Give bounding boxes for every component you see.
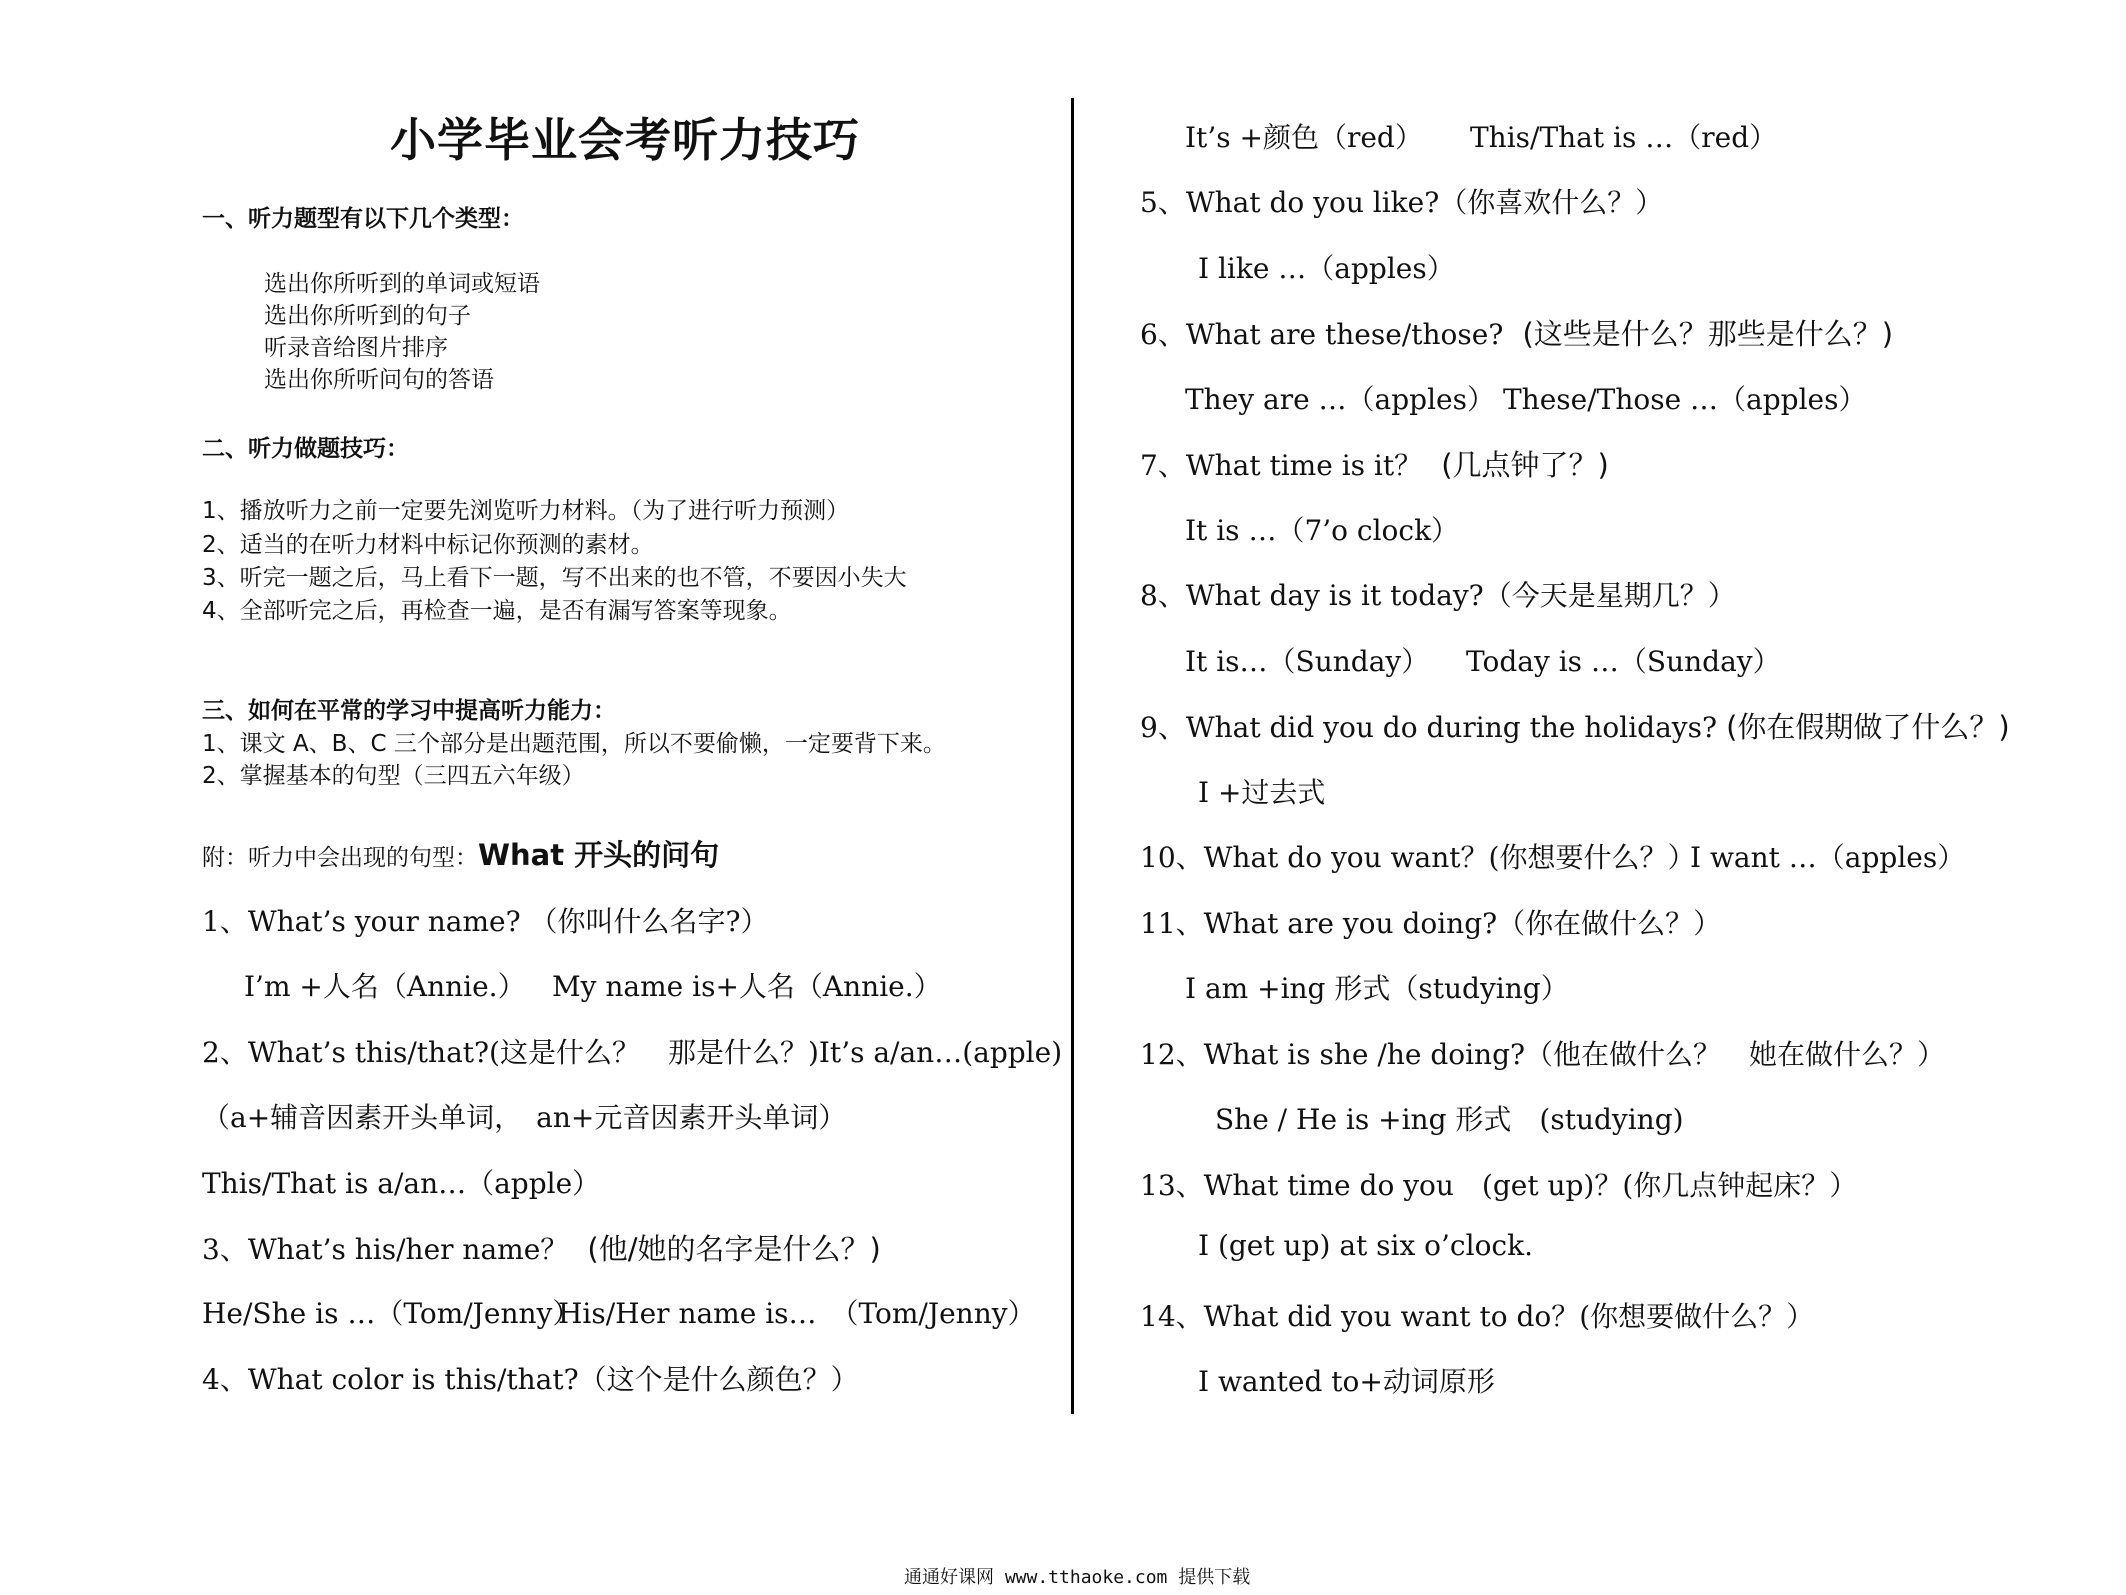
answer-4a: It’s +颜色（red）	[1185, 121, 1423, 154]
answer-6a: They are …（apples）	[1185, 383, 1495, 416]
question-8: 8、What day is it today?（今天是星期几？）	[1140, 579, 1736, 612]
page-footer: 通通好课网 www.tthaoke.com 提供下载	[904, 1567, 1251, 1588]
question-5: 5、What do you like?（你喜欢什么？）	[1140, 186, 1664, 219]
question-14: 14、What did you want to do？(你想要做什么？）	[1140, 1300, 1815, 1333]
answer-14: I wanted to+动词原形	[1198, 1365, 1495, 1398]
answer-6b: These/Those …（apples）	[1503, 383, 1867, 416]
list-item: 1、课文 A、B、C 三个部分是出题范围，所以不要偷懒，一定要背下来。	[202, 731, 946, 757]
list-item: 2、适当的在听力材料中标记你预测的素材。	[202, 532, 654, 558]
answer-3a: He/She is …（Tom/Jenny）	[202, 1297, 581, 1330]
answer-5: I like …（apples）	[1198, 252, 1455, 285]
section-2-heading: 二、听力做题技巧：	[202, 436, 409, 462]
question-12: 12、What is she /he doing?（他在做什么？ 她在做什么？）	[1140, 1038, 1946, 1071]
question-10: 10、What do you want？(你想要什么？）	[1140, 841, 1696, 874]
list-item: 2、掌握基本的句型（三四五六年级）	[202, 763, 585, 789]
answer-2: This/That is a/an…（apple）	[202, 1167, 601, 1200]
question-3-cn: (他/她的名字是什么？)	[587, 1232, 881, 1266]
answer-4b: This/That is …（red）	[1470, 121, 1778, 154]
question-11: 11、What are you doing?（你在做什么？）	[1140, 907, 1722, 940]
question-7-cn: (几点钟了？)	[1441, 448, 1609, 482]
question-13: 13、What time do you (get up)？(你几点钟起床？）	[1140, 1169, 1858, 1202]
appendix-emphasis: What 开头的问句	[478, 838, 720, 872]
question-2-note: （a+辅音因素开头单词， an+元音因素开头单词）	[202, 1101, 847, 1134]
question-3	[202, 1227, 881, 1268]
list-item: 选出你所听到的单词或短语	[264, 271, 540, 297]
answer-10: I want …（apples）	[1690, 841, 1966, 874]
question-3-en: 3、What’s his/her name？	[202, 1233, 569, 1266]
column-divider	[1071, 98, 1074, 1414]
answer-3b: His/Her name is… （Tom/Jenny）	[558, 1297, 1036, 1330]
question-7	[1140, 443, 1609, 484]
answer-7: It is …（7’o clock）	[1185, 514, 1460, 547]
answer-13: I (get up) at six o’clock.	[1198, 1229, 1533, 1262]
answer-11: I am +ing 形式（studying）	[1185, 972, 1569, 1005]
question-6-en: 6、What are these/those?	[1140, 318, 1504, 351]
section-1-heading: 一、听力题型有以下几个类型：	[202, 206, 524, 232]
question-7-en: 7、What time is it？	[1140, 449, 1423, 482]
question-6-cn: (这些是什么？那些是什么？)	[1522, 317, 1894, 351]
answer-9: I +过去式	[1198, 776, 1326, 809]
section-3-heading: 三、如何在平常的学习中提高听力能力：	[202, 698, 616, 724]
list-item: 听录音给图片排序	[264, 335, 448, 361]
question-1: 1、What’s your name? （你叫什么名字?）	[202, 905, 769, 938]
question-6	[1140, 312, 1893, 353]
list-item: 4、全部听完之后，再检查一遍，是否有漏写答案等现象。	[202, 598, 792, 624]
answer-8b: Today is …（Sunday）	[1466, 645, 1781, 678]
list-item: 1、播放听力之前一定要先浏览听力材料。（为了进行听力预测）	[202, 498, 850, 524]
question-9-en: 9、What did you do during the holidays?	[1140, 711, 1717, 744]
appendix-prefix: 附：听力中会出现的句型：	[202, 845, 478, 871]
answer-8a: It is…（Sunday）	[1185, 645, 1430, 678]
answer-1b: My name is+人名（Annie.）	[552, 970, 942, 1003]
list-item: 3、听完一题之后，马上看下一题，写不出来的也不管，不要因小失大	[202, 565, 907, 591]
page-title: 小学毕业会考听力技巧	[390, 113, 860, 167]
answer-12: She / He is +ing 形式 (studying)	[1215, 1103, 1684, 1136]
question-9-cn: (你在假期做了什么？)	[1726, 710, 2010, 744]
answer-1a: I’m +人名（Annie.）	[244, 970, 526, 1003]
appendix-line	[202, 833, 719, 874]
question-2: 2、What’s this/that?(这是什么？ 那是什么？)It’s a/an…(apple)	[202, 1036, 1063, 1069]
question-9	[1140, 705, 2010, 746]
list-item: 选出你所听问句的答语	[264, 367, 494, 393]
list-item: 选出你所听到的句子	[264, 303, 471, 329]
question-4: 4、What color is this/that?（这个是什么颜色？）	[202, 1363, 859, 1396]
